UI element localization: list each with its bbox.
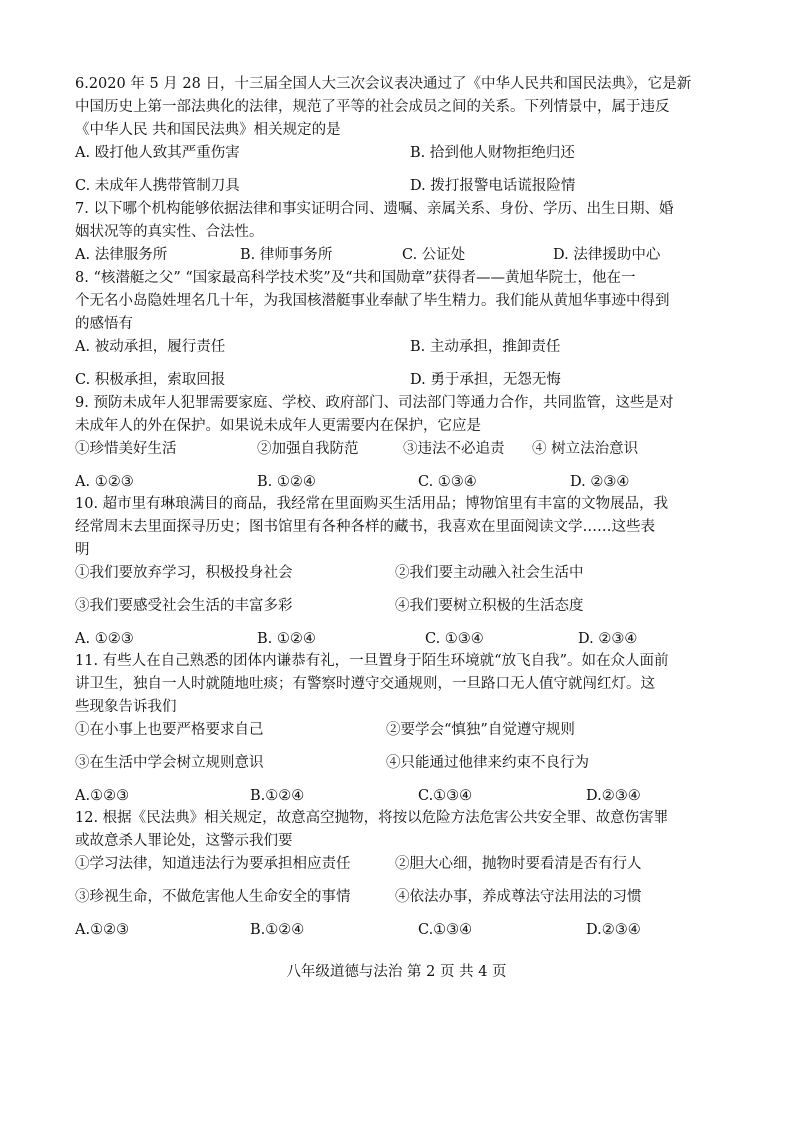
question-8-option-d: D. 勇于承担，无怨无悔 (410, 372, 561, 388)
question-9-line-2: 未成年人的外在保护。如果说未成年人更需要内在保护，它应是 (75, 418, 481, 434)
question-10-line-3: 明 (75, 542, 90, 558)
question-6-line-3: 《中华人民 共和国民法典》相关规定的是 (75, 122, 341, 138)
question-10-option-a: A. ①②③ (75, 631, 134, 647)
question-7-option-b: B. 律师事务所 (240, 247, 333, 263)
question-11-statement-4: ④只能通过他律来约束不良行为 (386, 755, 589, 771)
question-12-statement-1: ①学习法律，知道违法行为要承担相应责任 (75, 856, 351, 872)
question-8-option-c: C. 积极承担，索取回报 (75, 372, 226, 388)
question-6-option-b: B. 拾到他人财物拒绝归还 (410, 145, 575, 161)
question-6-line-2: 中国历史上第一部法典化的法律，规范了平等的社会成员之间的关系。下列情景中，属于违反 (75, 99, 670, 115)
question-6-option-c: C. 未成年人携带管制刀具 (75, 178, 240, 194)
question-11-statement-2: ②要学会“慎独”自觉遵守规则 (386, 722, 575, 738)
question-11-option-c: C.①③④ (418, 788, 473, 804)
question-9-statement-3: ③违法不必追责 (403, 441, 505, 457)
question-8-line-2: 个无名小岛隐姓埋名几十年，为我国核潜艇事业奉献了毕生精力。我们能从黄旭华事迹中得到 (75, 293, 670, 309)
question-6-line-1: 6.2020 年 5 月 28 日，十三届全国人大三次会议表决通过了《中华人民共和国民法典》，它是新 (75, 76, 692, 92)
question-11-line-3: 些现象告诉我们 (75, 699, 177, 715)
question-10-option-b: B. ①②④ (257, 631, 316, 647)
question-10-statement-3: ③我们要感受社会生活的丰富多彩 (75, 598, 293, 614)
question-12-line-1: 12. 根据《民法典》相关规定，故意高空抛物，将按以危险方法危害公共安全罪、故意伤害罪 (75, 810, 669, 826)
question-12-statement-3: ③珍视生命，不做危害他人生命安全的事情 (75, 889, 351, 905)
question-9-line-1: 9. 预防未成年人犯罪需要家庭、学校、政府部门、司法部门等通力合作，共同监管，这些是对 (75, 395, 674, 411)
question-11-statement-1: ①在小事上也要严格要求自己 (75, 722, 264, 738)
question-6-option-a: A. 殴打他人致其严重伤害 (75, 145, 240, 161)
question-9-option-c: C. ①③④ (418, 474, 477, 490)
question-9-option-b: B. ①②④ (257, 474, 316, 490)
question-10-statement-2: ②我们要主动融入社会生活中 (395, 565, 584, 581)
question-11-option-a: A.①②③ (75, 788, 130, 804)
question-7-line-2: 姻状况等的真实性、合法性。 (75, 224, 264, 240)
question-6-option-d: D. 拨打报警电话谎报险情 (410, 178, 576, 194)
question-12-option-a: A.①②③ (75, 922, 130, 938)
question-11-option-d: D.②③④ (586, 788, 641, 804)
question-8-line-3: 的感悟有 (75, 316, 133, 332)
question-11-line-1: 11. 有些人在自己熟悉的团体内谦恭有礼，一旦置身于陌生环境就“放飞自我”。如在众人面前 (75, 653, 669, 669)
question-10-option-d: D. ②③④ (578, 631, 638, 647)
question-10-statement-4: ④我们要树立积极的生活态度 (395, 598, 584, 614)
question-12-statement-4: ④依法办事，养成尊法守法用法的习惯 (395, 889, 642, 905)
question-11-statement-3: ③在生活中学会树立规则意识 (75, 755, 264, 771)
question-7-line-1: 7. 以下哪个机构能够依据法律和事实证明合同、遗嘱、亲属关系、身份、学历、出生日期、婚 (75, 201, 674, 217)
question-9-statement-1: ①珍惜美好生活 (75, 441, 177, 457)
question-8-line-1: 8. “核潜艇之父” “国家最高科学技术奖”及“共和国勋章”获得者——黄旭华院士，他在一 (75, 270, 636, 286)
question-8-option-a: A. 被动承担，履行责任 (75, 339, 226, 355)
question-12-option-c: C.①③④ (418, 922, 473, 938)
question-7-option-a: A. 法律服务所 (75, 247, 168, 263)
question-9-option-d: D. ②③④ (570, 474, 630, 490)
question-10-option-c: C. ①③④ (425, 631, 484, 647)
question-12-line-2: 或故意杀人罪论处，这警示我们要 (75, 833, 293, 849)
question-12-statement-2: ②胆大心细，抛物时要看清是否有行人 (395, 856, 642, 872)
question-7-option-d: D. 法律援助中心 (553, 247, 661, 263)
question-12-option-d: D.②③④ (586, 922, 641, 938)
question-11-option-b: B.①②④ (250, 788, 305, 804)
question-7-option-c: C. 公证处 (402, 247, 466, 263)
question-10-statement-1: ①我们要放弃学习，积极投身社会 (75, 565, 293, 581)
question-10-line-1: 10. 超市里有琳琅满目的商品，我经常在里面购买生活用品；博物馆里有丰富的文物展品，我 (75, 496, 669, 512)
question-11-line-2: 讲卫生，独自一人时就随地吐痰；有警察时遵守交通规则，一旦路口无人值守就闯红灯。这 (75, 676, 655, 692)
question-12-option-b: B.①②④ (250, 922, 305, 938)
question-9-statement-4: ④ 树立法治意识 (532, 441, 639, 457)
page-footer: 八年级道德与法治 第 2 页 共 4 页 (286, 964, 507, 980)
question-8-option-b: B. 主动承担，推卸责任 (410, 339, 561, 355)
question-9-statement-2: ②加强自我防范 (257, 441, 359, 457)
question-9-option-a: A. ①②③ (75, 474, 134, 490)
question-10-line-2: 经常周末去里面探寻历史；图书馆里有各种各样的藏书，我喜欢在里面阅读文学……这些表 (75, 519, 655, 535)
